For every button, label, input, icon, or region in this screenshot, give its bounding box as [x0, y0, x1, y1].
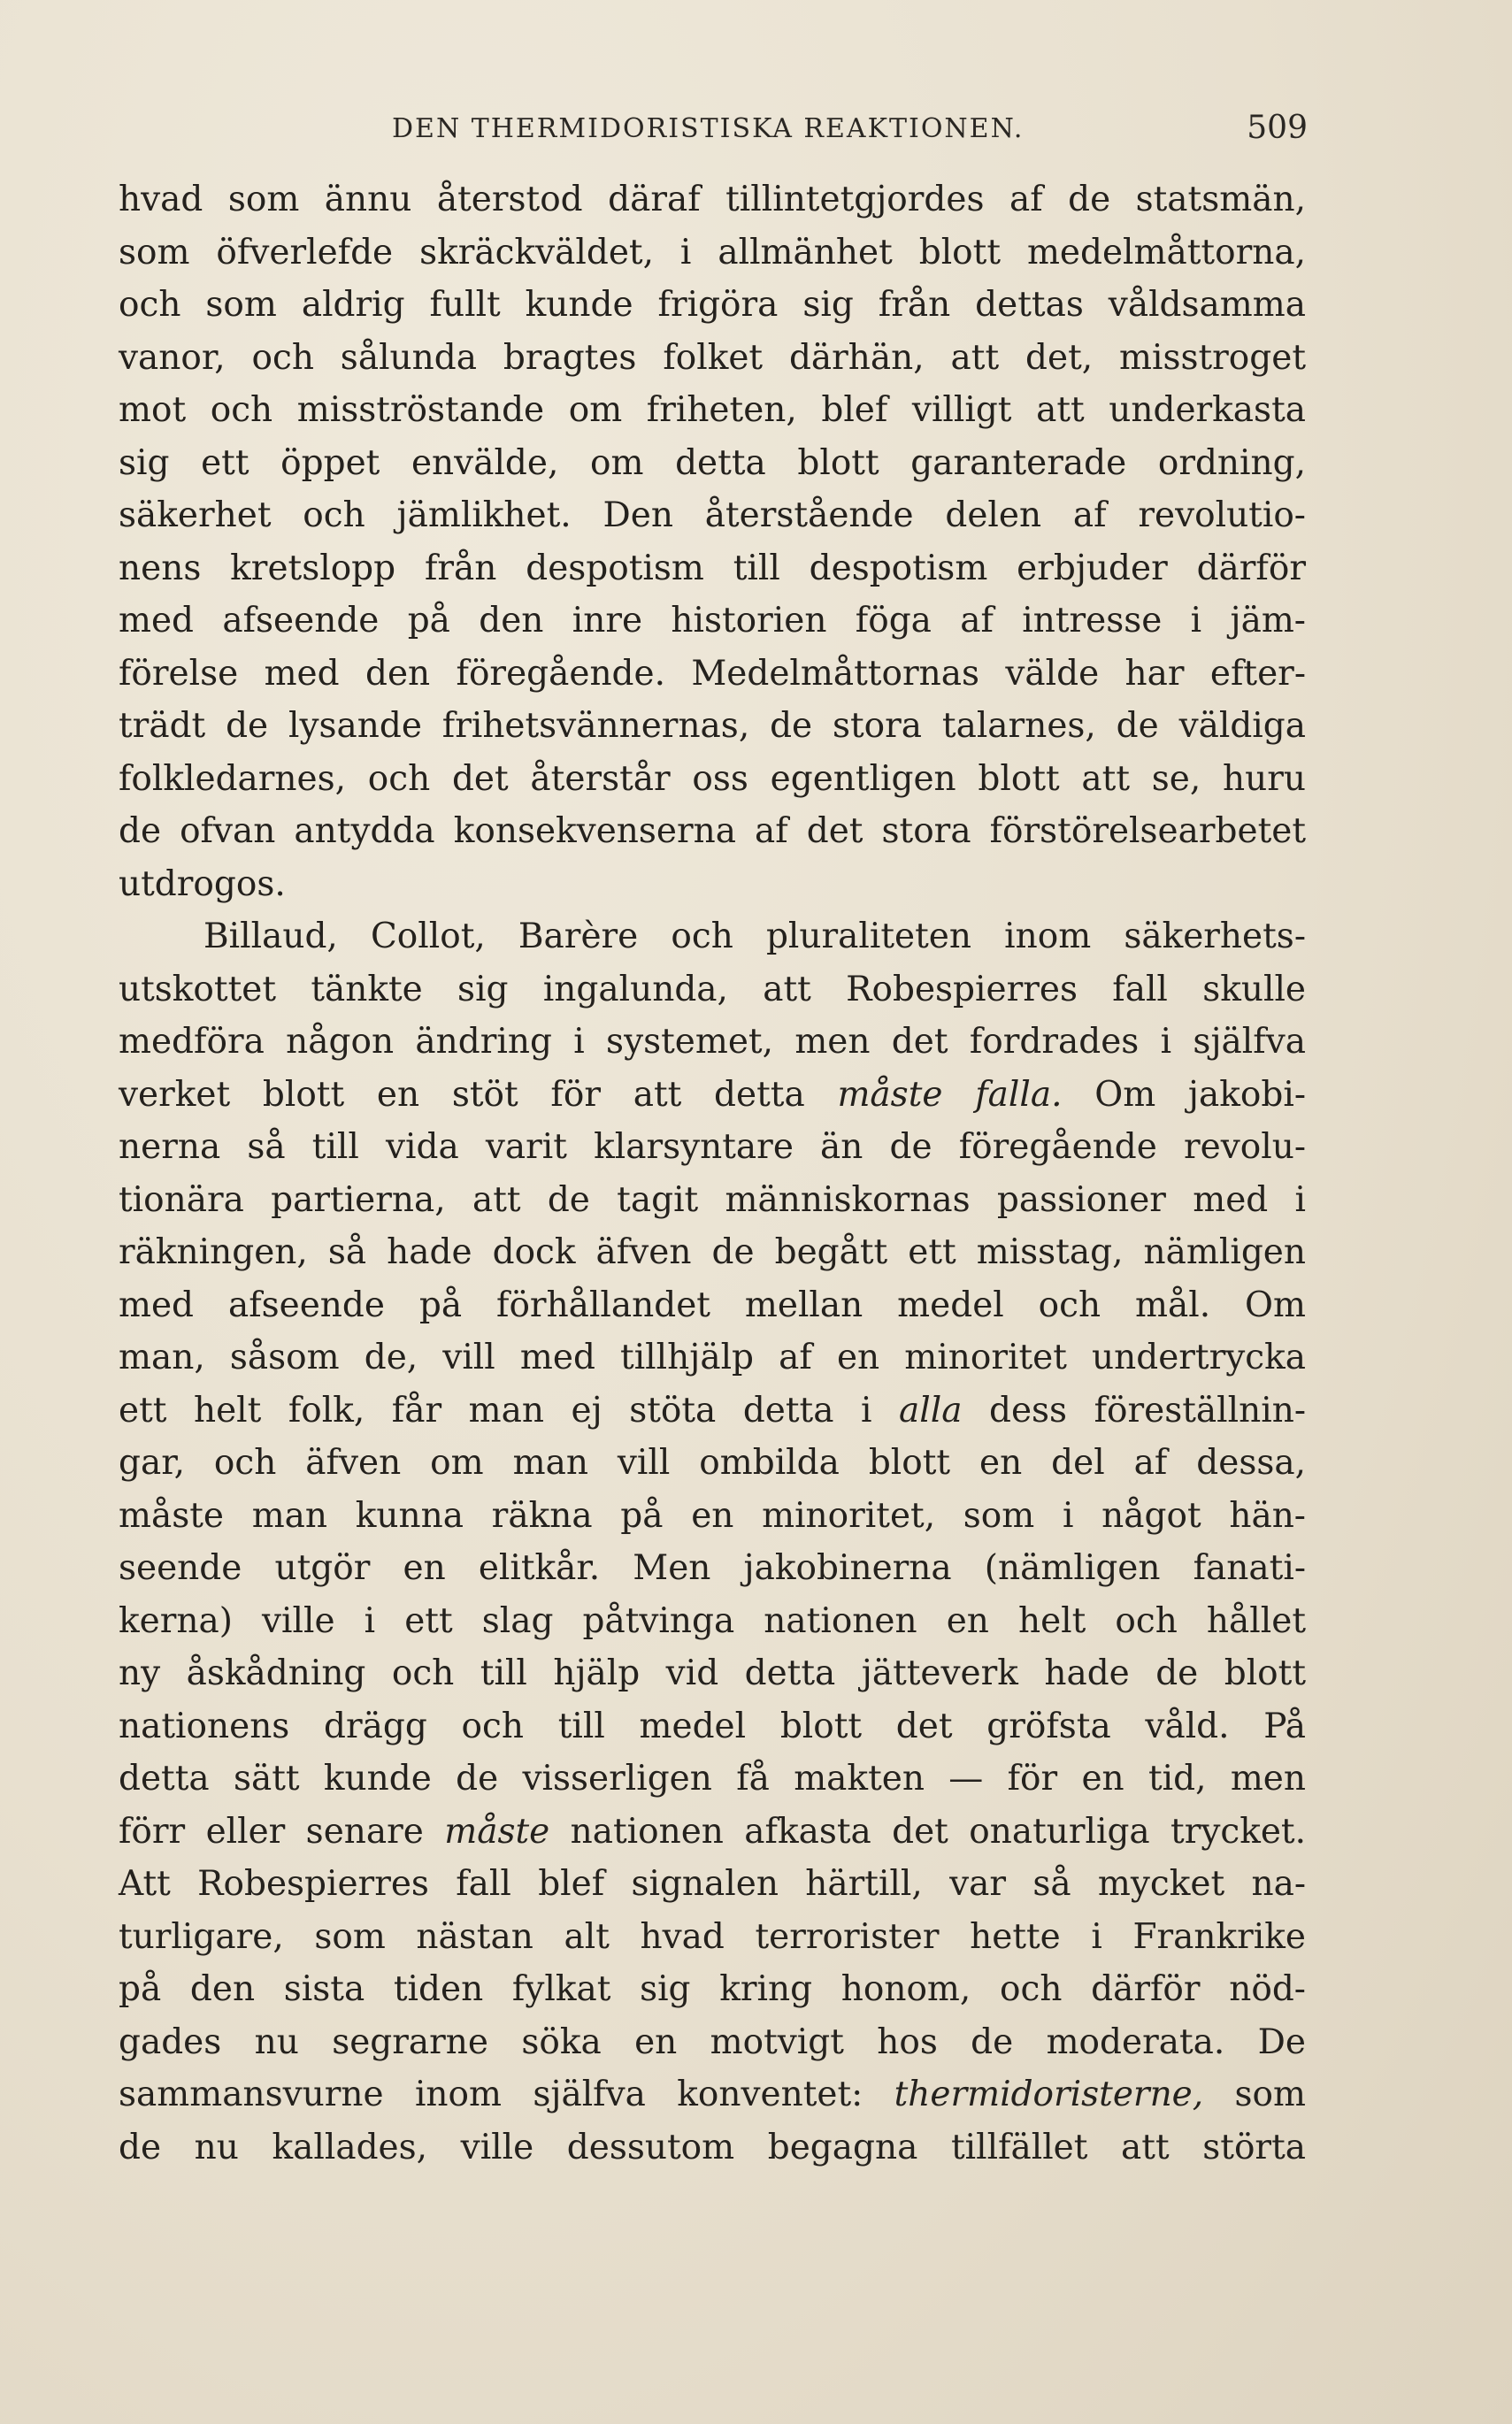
- text-segment: gades nu segrarne söka en motvigt hos de moderata. De: [119, 2021, 1306, 2062]
- text-line: [119, 1647, 1306, 1700]
- text-line: [119, 542, 1306, 595]
- text-segment: och som aldrig fullt kunde frigöra sig från dettas våldsamma: [119, 285, 1306, 325]
- text-line: [119, 1595, 1306, 1648]
- text-segment: med afseende på förhållandet mellan medel och mål. Om: [119, 1285, 1306, 1325]
- text-line: [119, 1542, 1306, 1595]
- text-line: [119, 1753, 1306, 1806]
- page-header: [122, 110, 1308, 157]
- text-line: [119, 384, 1306, 437]
- text-segment: ett helt folk, får man ej stöta detta i: [119, 1390, 899, 1431]
- text-line: [119, 594, 1306, 648]
- text-line: [119, 910, 1306, 963]
- text-segment: de ofvan antydda konsekvenserna af det stora förstörelsearbetet: [119, 811, 1306, 851]
- text-segment: vanor, och sålunda bragtes folket därhän, att det, misstroget: [119, 337, 1306, 378]
- text-segment: folkledarnes, och det återstår oss egentligen blott att se, huru: [119, 758, 1306, 799]
- text-segment: måste man kunna räkna på en minoritet, som i något hän-: [119, 1495, 1306, 1536]
- text-line: [119, 753, 1306, 806]
- text-segment: medföra någon ändring i systemet, men det fordrades i själfva: [119, 1022, 1306, 1062]
- text-line: [119, 805, 1306, 858]
- text-line: [119, 2121, 1306, 2175]
- text-line: [119, 963, 1306, 1016]
- text-line: [119, 437, 1306, 490]
- running-head: DEN THERMIDORISTISKA REAKTIONEN.: [392, 113, 1025, 144]
- text-line: [119, 1174, 1306, 1227]
- text-line: [119, 1385, 1306, 1438]
- text-segment: sammansvurne inom själfva konventet:: [119, 2075, 894, 2114]
- italic-text: thermidoristerne,: [894, 2075, 1204, 2114]
- text-segment: tionära partierna, att de tagit människornas passioner med i: [119, 1179, 1306, 1220]
- text-segment: nens kretslopp från despotism till despotism erbjuder därför: [119, 548, 1306, 588]
- text-line: [119, 2068, 1306, 2121]
- text-line: [119, 1490, 1306, 1543]
- text-segment: nationen afkasta det onaturliga trycket.: [549, 1811, 1306, 1852]
- text-line: [119, 1700, 1306, 1753]
- text-line: [119, 279, 1306, 332]
- text-segment: nationens drägg och till medel blott det gröfsta våld. På: [119, 1706, 1306, 1746]
- text-line: [119, 1437, 1306, 1490]
- text-segment: räkningen, så hade dock äfven de begått ett misstag, nämligen: [119, 1232, 1306, 1272]
- text-segment: Att Robespierres fall blef signalen härtill, var så mycket na-: [119, 1864, 1306, 1904]
- text-line: [119, 2016, 1306, 2069]
- text-segment: de nu kallades, ville dessutom begagna tillfället att störta: [119, 2127, 1306, 2167]
- text-segment: utskottet tänkte sig ingalunda, att Robespierres fall skulle: [119, 969, 1306, 1009]
- text-line: [119, 1226, 1306, 1279]
- text-segment: detta sätt kunde de visserligen få makten — för en tid, men: [119, 1759, 1306, 1799]
- text-line: [119, 1858, 1306, 1911]
- text-segment: mot och misströstande om friheten, blef villigt att underkasta: [119, 390, 1306, 430]
- text-line: [119, 1963, 1306, 2016]
- text-line: [119, 1331, 1306, 1385]
- text-segment: förelse med den föregående. Medelmåttornas välde har efter-: [119, 653, 1306, 694]
- text-segment: man, såsom de, vill med tillhjälp af en minoritet undertrycka: [119, 1338, 1306, 1377]
- text-line: [119, 700, 1306, 753]
- text-segment: Om jakobi-: [1062, 1074, 1306, 1115]
- italic-text: måste falla.: [837, 1074, 1063, 1115]
- text-segment: Billaud, Collot, Barère och pluraliteten inom säkerhets-: [203, 917, 1306, 956]
- text-segment: dess föreställnin-: [962, 1390, 1306, 1431]
- text-segment: gar, och äfven om man vill ombilda blott en del af dessa,: [119, 1443, 1306, 1483]
- text-line: [119, 1121, 1306, 1174]
- text-line: [119, 1911, 1306, 1964]
- text-segment: hvad som ännu återstod däraf tillintetgjordes af de statsmän,: [119, 180, 1306, 219]
- text-segment: seende utgör en elitkår. Men jakobinerna (nämligen fanati-: [119, 1548, 1306, 1588]
- page-number: 509: [1247, 110, 1308, 146]
- text-segment: med afseende på den inre historien föga af intresse i jäm-: [119, 601, 1306, 641]
- text-segment: utdrogos.: [119, 863, 286, 904]
- text-segment: turligare, som nästan alt hvad terrorister hette i Frankrike: [119, 1916, 1306, 1957]
- text-segment: nerna så till vida varit klarsyntare än de föregående revolu-: [119, 1127, 1306, 1167]
- body-text: [119, 173, 1306, 2174]
- text-segment: säkerhet och jämlikhet. Den återstående delen af revolutio-: [119, 495, 1306, 535]
- text-segment: ny åskådning och till hjälp vid detta jätteverk hade de blott: [119, 1653, 1306, 1693]
- text-line: [119, 648, 1306, 701]
- italic-text: måste: [444, 1811, 550, 1852]
- text-segment: verket blott en stöt för att detta: [119, 1074, 838, 1115]
- text-line: [119, 1279, 1306, 1332]
- text-line: [119, 1069, 1306, 1122]
- italic-text: alla: [899, 1390, 963, 1431]
- text-segment: kerna) ville i ett slag påtvinga nationen en helt och hållet: [119, 1600, 1306, 1641]
- text-segment: trädt de lysande frihetsvännernas, de stora talarnes, de väldiga: [119, 706, 1306, 746]
- text-segment: som: [1203, 2075, 1306, 2114]
- text-segment: som öfverlefde skräckväldet, i allmänhet blott medelmåttorna,: [119, 232, 1306, 272]
- text-line: [119, 1016, 1306, 1069]
- text-line: [119, 173, 1306, 226]
- text-segment: förr eller senare: [119, 1811, 445, 1852]
- text-line: [119, 489, 1306, 542]
- text-segment: sig ett öppet envälde, om detta blott garanterade ordning,: [119, 442, 1306, 483]
- text-line: [119, 1806, 1306, 1859]
- text-line: [119, 332, 1306, 385]
- text-segment: på den sista tiden fylkat sig kring honom, och därför nöd-: [119, 1969, 1306, 2009]
- text-line: [119, 226, 1306, 280]
- text-line: [119, 858, 1306, 911]
